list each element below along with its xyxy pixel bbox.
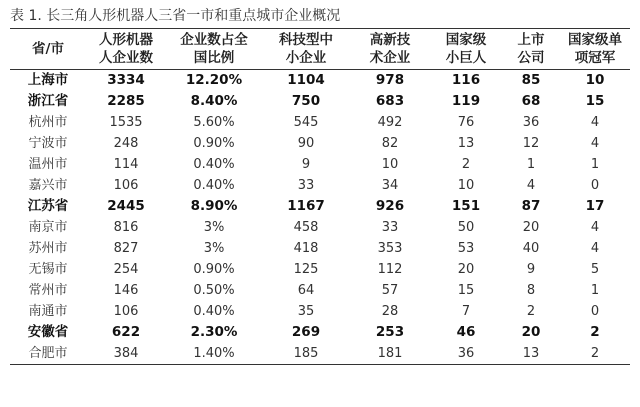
value-cell: 151: [451, 198, 481, 214]
value-cell: 1: [526, 157, 536, 172]
column-header: [166, 29, 262, 70]
value-cell: 2: [590, 324, 600, 340]
city-row: [10, 259, 630, 280]
value-cell: 15: [457, 283, 475, 298]
column-header: [560, 29, 630, 70]
value-cell: 269: [291, 324, 321, 340]
header-row: [10, 29, 630, 70]
value-cell: 4: [590, 136, 600, 151]
value-cell: 2: [560, 343, 630, 365]
value-cell: 28: [381, 304, 399, 319]
value-cell: 4: [590, 220, 600, 235]
value-cell: 683: [375, 93, 405, 109]
table-caption: 表 1. 长三角人形机器人三省一市和重点城市企业概况: [10, 8, 341, 24]
city-row: [10, 238, 630, 259]
value-cell: 8.40%: [190, 93, 238, 109]
value-cell: 46: [456, 324, 476, 340]
column-header: [10, 29, 86, 70]
column-header: [430, 29, 502, 70]
value-cell: 112: [377, 262, 403, 277]
value-cell: 0.40%: [193, 304, 235, 319]
value-cell: 492: [377, 115, 403, 130]
column-header: [262, 29, 350, 70]
region-name-cell: 上海市: [27, 72, 69, 88]
value-cell: 3334: [107, 72, 145, 88]
value-cell: 2445: [107, 198, 145, 214]
value-cell: 8: [526, 283, 536, 298]
value-cell: 106: [113, 304, 139, 319]
column-header-line: 国比例: [193, 50, 235, 66]
city-row: [10, 217, 630, 238]
province-row: [10, 91, 630, 112]
value-cell: 10: [585, 72, 605, 88]
column-header: [86, 29, 166, 70]
value-cell: 1535: [109, 115, 143, 130]
value-cell: 64: [297, 283, 315, 298]
value-cell: 68: [521, 93, 541, 109]
value-cell: 13: [457, 136, 475, 151]
value-cell: 3%: [203, 241, 225, 256]
value-cell: 125: [293, 262, 319, 277]
value-cell: 1: [590, 283, 600, 298]
value-cell: 33: [297, 178, 315, 193]
value-cell: 1: [590, 157, 600, 172]
value-cell: 33: [381, 220, 399, 235]
value-cell: 7: [461, 304, 471, 319]
value-cell: 13: [502, 343, 560, 365]
value-cell: 185: [262, 343, 350, 365]
value-cell: 0.50%: [193, 283, 235, 298]
value-cell: 35: [297, 304, 315, 319]
table-header: [10, 29, 630, 70]
region-name-cell: 安徽省: [27, 324, 69, 340]
value-cell: 2.30%: [190, 324, 238, 340]
column-header-line: 项冠军: [574, 50, 616, 66]
value-cell: 116: [451, 72, 481, 88]
value-cell: 3%: [203, 220, 225, 235]
column-header-line: 高新技: [369, 32, 411, 48]
value-cell: 4: [590, 115, 600, 130]
value-cell: 0.90%: [193, 136, 235, 151]
value-cell: 87: [521, 198, 541, 214]
value-cell: 106: [113, 178, 139, 193]
value-cell: 36: [430, 343, 502, 365]
column-header-line: 人企业数: [99, 50, 153, 66]
value-cell: 2: [461, 157, 471, 172]
value-cell: 53: [457, 241, 475, 256]
value-cell: 0: [590, 178, 600, 193]
region-name-cell: 苏州市: [28, 241, 68, 256]
column-header-line: 人形机器: [99, 32, 153, 48]
value-cell: 816: [113, 220, 139, 235]
column-header-line: 小巨人: [445, 50, 487, 66]
city-row: [10, 133, 630, 154]
value-cell: 750: [291, 93, 321, 109]
value-cell: 926: [375, 198, 405, 214]
value-cell: 4: [526, 178, 536, 193]
value-cell: 114: [113, 157, 139, 172]
city-row: [10, 112, 630, 133]
value-cell: 2285: [107, 93, 145, 109]
column-header: [350, 29, 430, 70]
value-cell: 12: [522, 136, 540, 151]
value-cell: 17: [585, 198, 605, 214]
region-name-cell: 南京市: [28, 220, 68, 235]
column-header-line: 国家级: [445, 32, 487, 48]
value-cell: 146: [113, 283, 139, 298]
value-cell: 5.60%: [193, 115, 235, 130]
value-cell: 4: [590, 241, 600, 256]
value-cell: 20: [457, 262, 475, 277]
column-header-line: 小企业: [285, 50, 327, 66]
value-cell: 9: [526, 262, 536, 277]
value-cell: 384: [86, 343, 166, 365]
region-name-cell: 杭州市: [28, 115, 68, 130]
region-name-cell: 宁波市: [28, 136, 68, 151]
value-cell: 20: [521, 324, 541, 340]
value-cell: 15: [585, 93, 605, 109]
value-cell: 248: [113, 136, 139, 151]
value-cell: 82: [381, 136, 399, 151]
value-cell: 90: [297, 136, 315, 151]
value-cell: 34: [381, 178, 399, 193]
value-cell: 827: [113, 241, 139, 256]
region-name-cell: 江苏省: [27, 198, 69, 214]
value-cell: 50: [457, 220, 475, 235]
city-row: [10, 343, 630, 365]
value-cell: 0: [590, 304, 600, 319]
value-cell: 181: [350, 343, 430, 365]
value-cell: 418: [293, 241, 319, 256]
region-name-cell: 无锡市: [28, 262, 68, 277]
city-row: [10, 175, 630, 196]
column-header-line: 科技型中: [279, 32, 333, 48]
value-cell: 36: [522, 115, 540, 130]
value-cell: 253: [375, 324, 405, 340]
value-cell: 40: [522, 241, 540, 256]
column-header-line: 术企业: [369, 50, 411, 66]
value-cell: 0.40%: [193, 157, 235, 172]
value-cell: 978: [375, 72, 405, 88]
province-row: [10, 70, 630, 92]
column-header: [502, 29, 560, 70]
region-name-cell: 常州市: [28, 283, 68, 298]
column-header-line: 国家级单: [568, 32, 622, 48]
table-body: [10, 70, 630, 365]
province-row: [10, 196, 630, 217]
value-cell: 8.90%: [190, 198, 238, 214]
value-cell: 622: [111, 324, 141, 340]
value-cell: 0.90%: [193, 262, 235, 277]
column-header-line: 公司: [517, 50, 545, 66]
region-name-cell: 嘉兴市: [28, 178, 68, 193]
value-cell: 76: [457, 115, 475, 130]
region-name-cell: 合肥市: [10, 343, 86, 365]
data-table: [10, 28, 630, 365]
column-header-line: 企业数占全: [180, 32, 248, 48]
value-cell: 2: [526, 304, 536, 319]
value-cell: 458: [293, 220, 319, 235]
region-name-cell: 温州市: [28, 157, 68, 172]
region-name-cell: 浙江省: [27, 93, 69, 109]
value-cell: 254: [113, 262, 139, 277]
column-header-line: 上市: [517, 32, 545, 48]
value-cell: 10: [381, 157, 399, 172]
value-cell: 353: [377, 241, 403, 256]
region-name-cell: 南通市: [28, 304, 68, 319]
value-cell: 9: [301, 157, 311, 172]
value-cell: 5: [590, 262, 600, 277]
value-cell: 57: [381, 283, 399, 298]
province-row: [10, 322, 630, 343]
value-cell: 20: [522, 220, 540, 235]
value-cell: 12.20%: [185, 72, 243, 88]
value-cell: 1.40%: [166, 343, 262, 365]
city-row: [10, 301, 630, 322]
value-cell: 1104: [287, 72, 325, 88]
value-cell: 10: [457, 178, 475, 193]
value-cell: 1167: [287, 198, 325, 214]
city-row: [10, 280, 630, 301]
city-row: [10, 154, 630, 175]
value-cell: 85: [521, 72, 541, 88]
value-cell: 545: [293, 115, 319, 130]
value-cell: 119: [451, 93, 481, 109]
column-header-line: 省/市: [32, 41, 64, 57]
value-cell: 0.40%: [193, 178, 235, 193]
